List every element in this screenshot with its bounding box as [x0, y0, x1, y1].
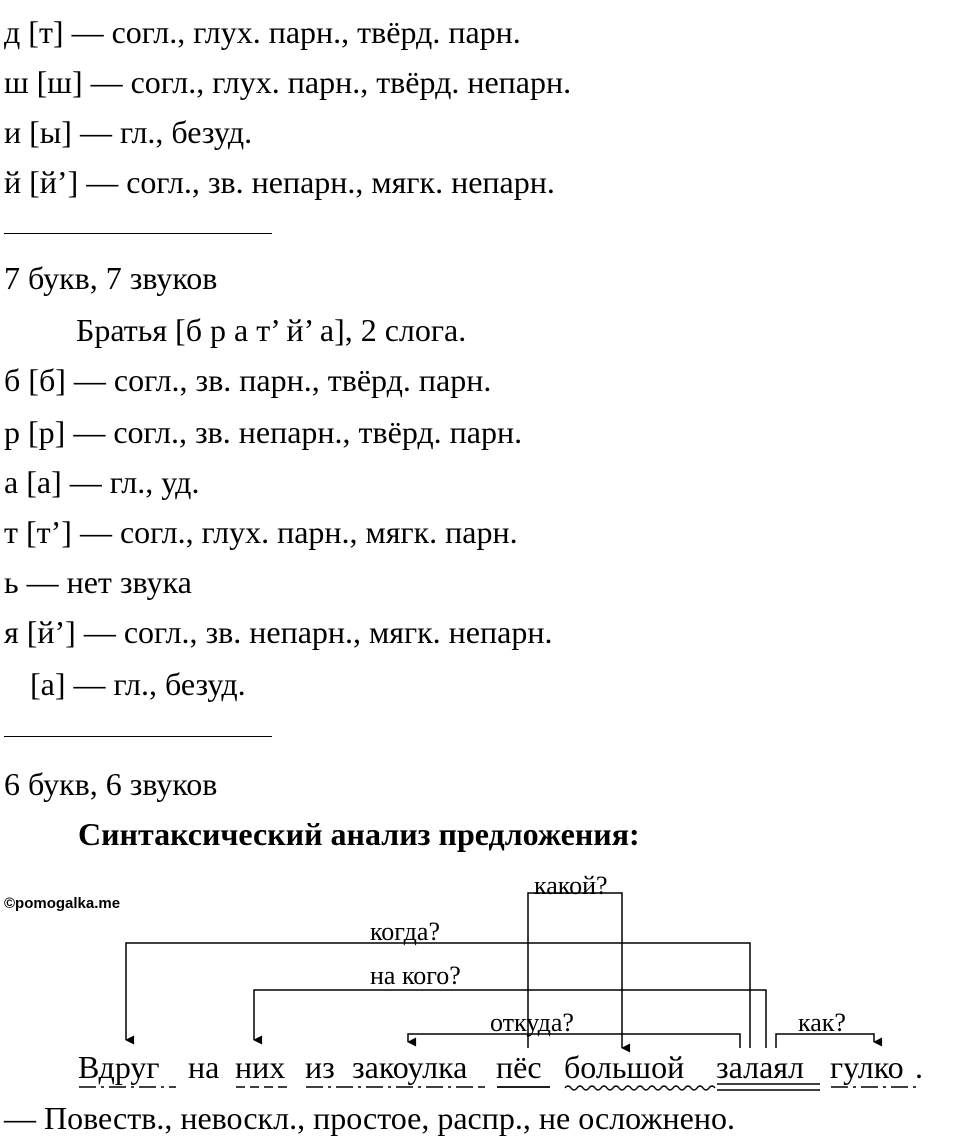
- word-zalayal: залаял: [716, 1049, 804, 1085]
- phonetic-line-ya: я [й’] — согл., зв. непарн., мягк. непарн.: [4, 614, 553, 650]
- question-kak: как?: [798, 1008, 846, 1037]
- question-na-kogo: на кого?: [370, 961, 461, 990]
- sentence-characteristic: — Повеств., невоскл., простое, распр., не осложнено.: [4, 1100, 735, 1136]
- word-nikh: них: [235, 1049, 286, 1085]
- question-otkuda: откуда?: [490, 1008, 574, 1037]
- word-gulko: гулко: [830, 1049, 904, 1085]
- sentence-period: .: [915, 1049, 923, 1085]
- word-zakoulka: закоулка: [352, 1049, 468, 1085]
- question-kogda: когда?: [370, 917, 440, 946]
- phonetic-line-d: д [т] — согл., глух. парн., твёрд. парн.: [4, 14, 521, 50]
- word-bolshoy: большой: [564, 1049, 685, 1085]
- section-heading: Синтаксический анализ предложения:: [78, 816, 640, 852]
- arrow-kogda: [126, 943, 750, 1048]
- phonetic-line-t: т [т’] — согл., глух. парн., мягк. парн.: [4, 514, 518, 550]
- phonetic-line-b: б [б] — согл., зв. парн., твёрд. парн.: [4, 362, 492, 398]
- word-na: на: [188, 1049, 220, 1085]
- word-iz: из: [305, 1049, 335, 1085]
- phonetic-line-a-extra: [а] — гл., безуд.: [30, 666, 246, 702]
- phonetic-line-a: а [а] — гл., уд.: [4, 464, 200, 500]
- phonetic-line-y: й [й’] — согл., зв. непарн., мягк. непарн.: [4, 164, 555, 200]
- phonetic-line-soft-sign: ь — нет звука: [4, 564, 192, 600]
- phonetic-line-sh: ш [ш] — согл., глух. парн., твёрд. непарн.: [4, 64, 572, 100]
- word-vdrug: Вдруг: [78, 1049, 160, 1085]
- phonetic-line-i: и [ы] — гл., безуд.: [4, 114, 253, 150]
- word-header-bratya: Братья [б р а т’ й’ а], 2 слога.: [76, 312, 467, 348]
- letter-sound-count: 6 букв, 6 звуков: [4, 766, 218, 802]
- watermark: ©pomogalka.me: [4, 895, 121, 912]
- phonetic-line-r: р [р] — согл., зв. непарн., твёрд. парн.: [4, 414, 523, 450]
- letter-sound-count: 7 букв, 7 звуков: [4, 260, 218, 296]
- question-kakoy: какой?: [534, 871, 608, 900]
- arrow-otkuda: [408, 1034, 740, 1048]
- attribute-underline: [565, 1086, 715, 1090]
- word-pyos: пёс: [496, 1049, 542, 1085]
